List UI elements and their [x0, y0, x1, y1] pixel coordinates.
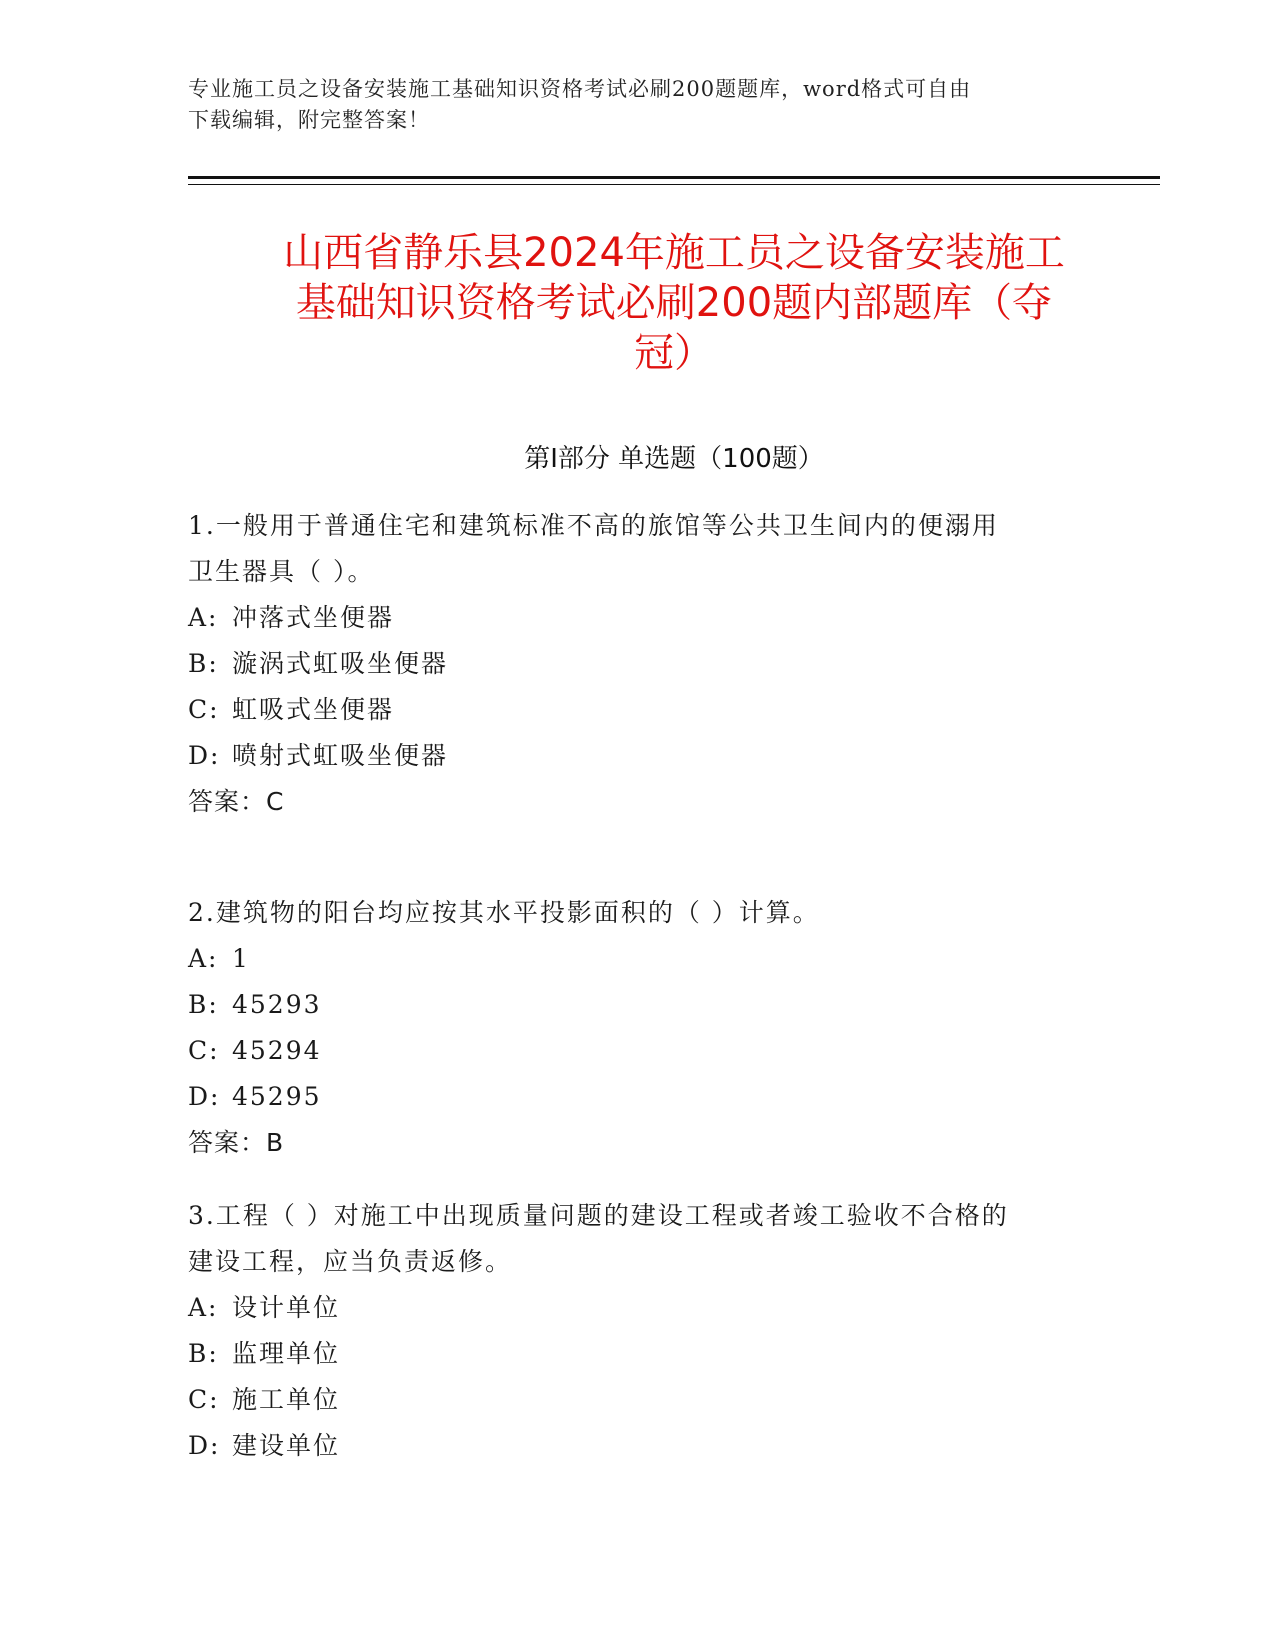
option-b — [188, 1331, 1088, 1377]
document-title-line-3: 冠） — [634, 330, 714, 376]
option-letter: B: — [188, 990, 219, 1019]
option-letter: A: — [188, 1293, 219, 1322]
option-text: 45294 — [232, 1036, 322, 1065]
option-text: 建设单位 — [232, 1431, 341, 1460]
option-text: 漩涡式虹吸坐便器 — [232, 649, 449, 678]
question-text-line-1: 3.工程（ ）对施工中出现质量问题的建设工程或者竣工验收不合格的 — [188, 1201, 1009, 1230]
answer: 答案：B — [188, 1128, 285, 1157]
option-text: 设计单位 — [232, 1293, 341, 1322]
option-letter: C: — [188, 1036, 220, 1065]
option-text: 45295 — [232, 1082, 322, 1111]
option-text: 冲落式坐便器 — [232, 603, 395, 632]
answer: 答案：C — [188, 787, 285, 816]
option-text: 1 — [232, 944, 250, 973]
option-a — [188, 936, 1088, 982]
option-b — [188, 982, 1088, 1028]
option-text: 45293 — [232, 990, 322, 1019]
option-a — [188, 1285, 1088, 1331]
header-note-line-1: 专业施工员之设备安装施工基础知识资格考试必刷200题题库，word格式可自由 — [188, 77, 972, 101]
section-title: 第I部分 单选题（100题） — [524, 444, 824, 474]
option-letter: A: — [188, 603, 219, 632]
header-divider-thick — [188, 176, 1160, 179]
question-text — [188, 1193, 1088, 1285]
document-title — [188, 228, 1160, 378]
option-letter: B: — [188, 649, 219, 678]
option-letter: C: — [188, 1385, 220, 1414]
option-c — [188, 1377, 1088, 1423]
question-1 — [188, 503, 1088, 825]
option-letter: D: — [188, 1431, 221, 1460]
option-letter: D: — [188, 1082, 221, 1111]
question-3 — [188, 1193, 1088, 1469]
option-c — [188, 687, 1088, 733]
question-text-line-1: 2.建筑物的阳台均应按其水平投影面积的（ ）计算。 — [188, 898, 820, 927]
option-text: 喷射式虹吸坐便器 — [232, 741, 449, 770]
question-text — [188, 503, 1088, 595]
option-a — [188, 595, 1088, 641]
question-2 — [188, 890, 1088, 1166]
option-text: 监理单位 — [232, 1339, 341, 1368]
question-text — [188, 890, 1088, 936]
option-c — [188, 1028, 1088, 1074]
header-note-line-2: 下载编辑，附完整答案！ — [188, 108, 430, 132]
question-text-line-2: 建设工程，应当负责返修。 — [188, 1247, 513, 1276]
option-text: 施工单位 — [232, 1385, 341, 1414]
option-d — [188, 1423, 1088, 1469]
question-text-line-1: 1.一般用于普通住宅和建筑标准不高的旅馆等公共卫生间内的便溺用 — [188, 511, 999, 540]
option-b — [188, 641, 1088, 687]
option-letter: C: — [188, 695, 220, 724]
option-text: 虹吸式坐便器 — [232, 695, 395, 724]
option-letter: D: — [188, 741, 221, 770]
document-title-line-2: 基础知识资格考试必刷200题内部题库（夺 — [295, 280, 1053, 326]
option-d — [188, 1074, 1088, 1120]
option-letter: A: — [188, 944, 219, 973]
option-letter: B: — [188, 1339, 219, 1368]
document-title-line-1: 山西省静乐县2024年施工员之设备安装施工 — [283, 230, 1065, 276]
header-note — [188, 74, 1068, 136]
question-text-line-2: 卫生器具（ ）。 — [188, 557, 375, 586]
option-d — [188, 733, 1088, 779]
header-divider-thin — [188, 184, 1160, 185]
